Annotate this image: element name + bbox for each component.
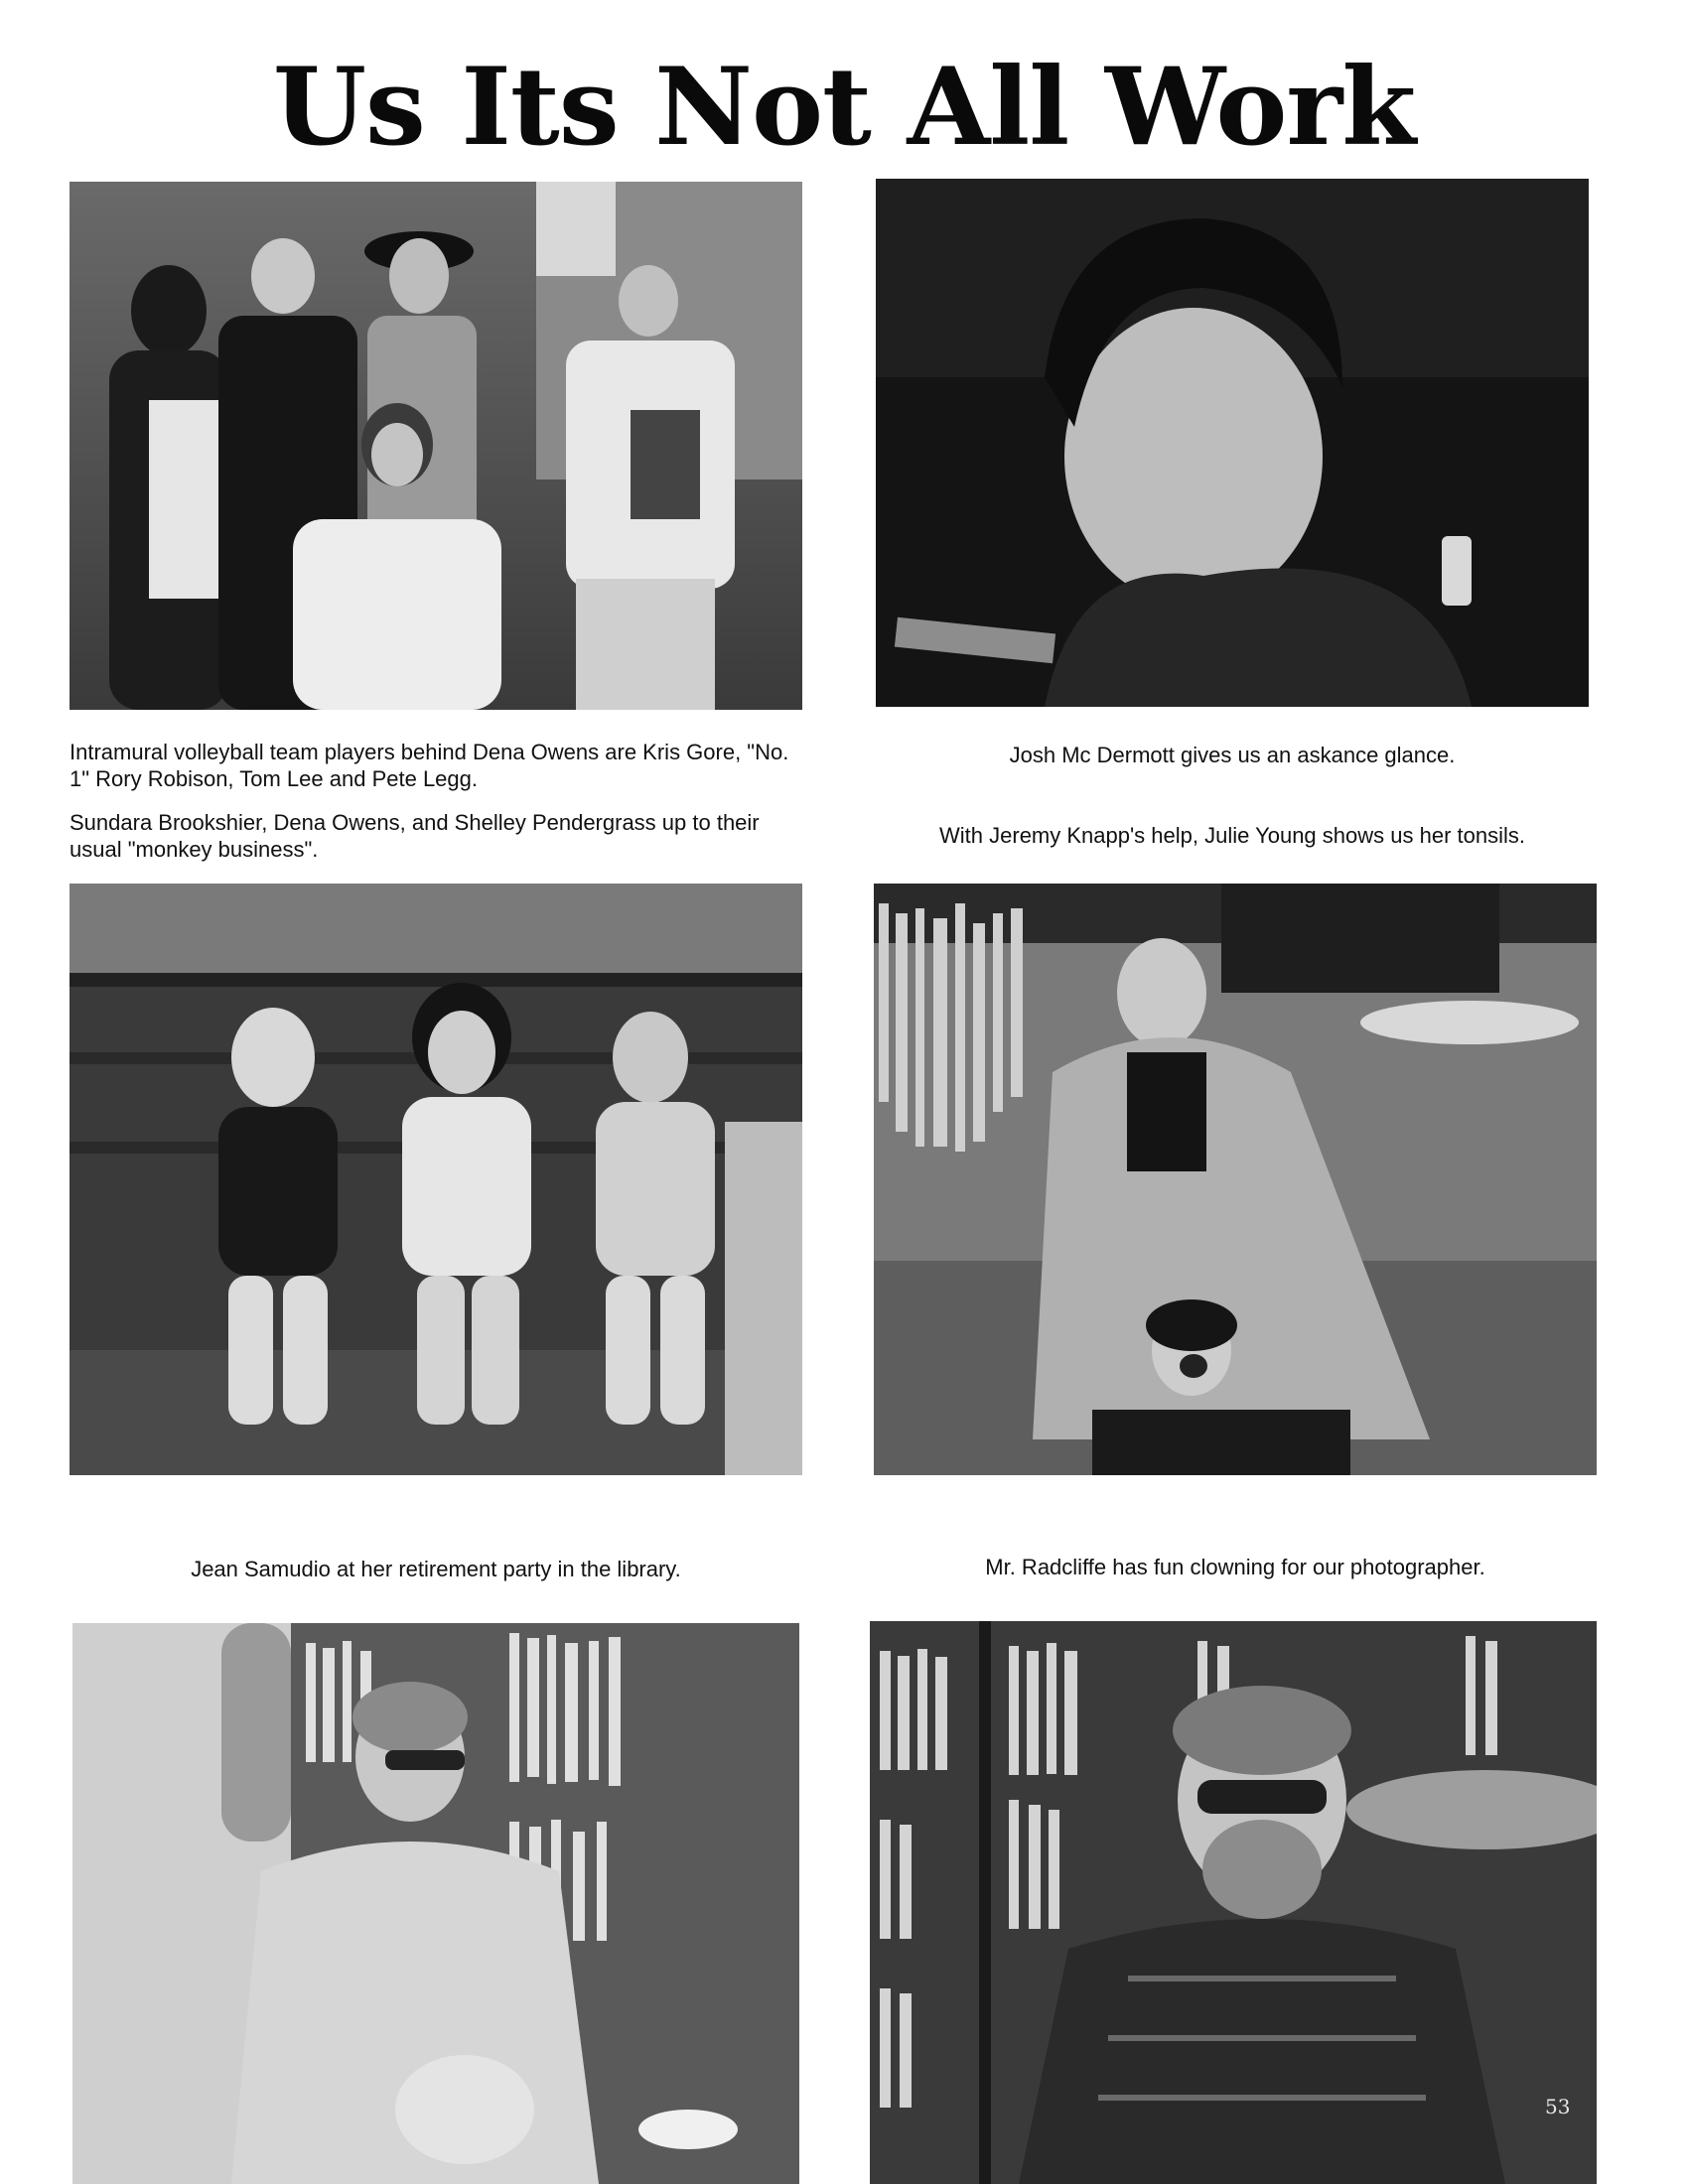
tonsils-photo [874, 884, 1597, 1475]
volleyball-caption: Intramural volleyball team players behind Dena Owens are Kris Gore, "No. 1" Rory Robison, Tom Lee and Pete Legg. [70, 740, 789, 791]
monkey-business-photo [70, 884, 802, 1475]
volleyball-team-photo [70, 182, 802, 710]
jean-samudio-photo [72, 1623, 799, 2184]
tonsils-caption: With Jeremy Knapp's help, Julie Young shows us her tonsils. [939, 823, 1525, 848]
radcliffe-photo [870, 1621, 1597, 2184]
radcliffe-caption: Mr. Radcliffe has fun clowning for our photographer. [985, 1555, 1485, 1579]
page-number: 53 [1545, 2095, 1571, 2118]
josh-caption: Josh Mc Dermott gives us an askance glance. [1009, 743, 1456, 767]
jean-caption: Jean Samudio at her retirement party in the library. [191, 1557, 681, 1581]
page-title: Us Its Not All Work [272, 45, 1416, 170]
monkey-business-caption: Sundara Brookshier, Dena Owens, and Shelley Pendergrass up to their usual "monkey business". [70, 810, 760, 862]
josh-mcdermott-photo [876, 179, 1589, 707]
